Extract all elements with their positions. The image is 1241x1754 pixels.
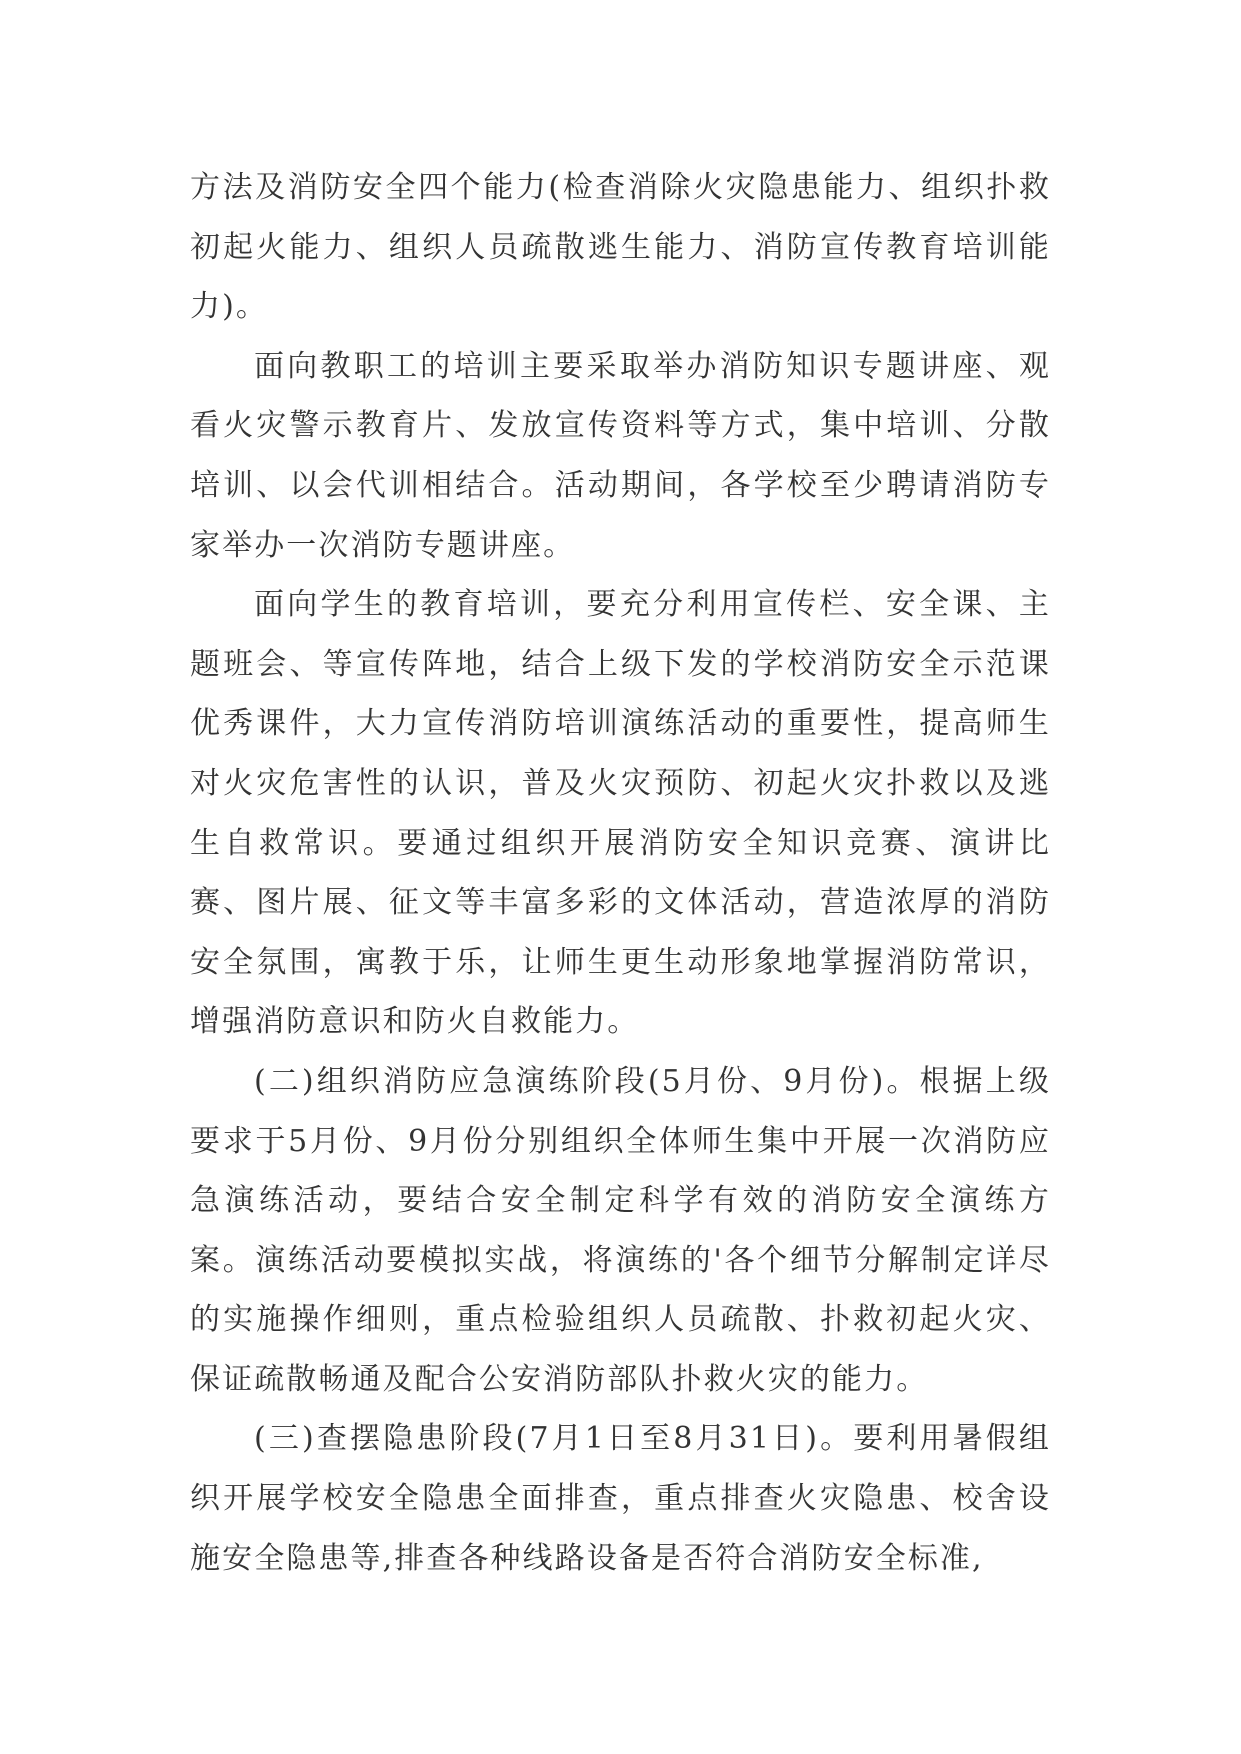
paragraph-continuation: 方法及消防安全四个能力(检查消除火灾隐患能力、组织扑救初起火能力、组织人员疏散逃生能力、消防宣传教育培训能力)。 xyxy=(190,170,1051,325)
document-body xyxy=(190,158,1051,1588)
paragraph-emergency-drill: (二)组织消防应急演练阶段(5月份、9月份)。根据上级要求于5月份、9月份分别组织全体师生集中开展一次消防应急演练活动，要结合安全制定科学有效的消防安全演练方案。演练活动要模拟实战，将演练的'各个细节分解制定详尽的实施操作细则，重点检验组织人员疏散、扑救初起火灾、保证疏散畅通及配合公安消防部队扑救火灾的能力。 xyxy=(190,1063,1051,1397)
paragraph-staff-training: 面向教职工的培训主要采取举办消防知识专题讲座、观看火灾警示教育片、发放宣传资料等方式，集中培训、分散培训、以会代训相结合。活动期间，各学校至少聘请消防专家举办一次消防专题讲座。 xyxy=(190,348,1051,563)
paragraph-hazard-check: (三)查摆隐患阶段(7月1日至8月31日)。要利用暑假组织开展学校安全隐患全面排查，重点排查火灾隐患、校舍设施安全隐患等,排查各种线路设备是否符合消防安全标准, xyxy=(190,1421,1051,1576)
paragraph-student-training: 面向学生的教育培训，要充分利用宣传栏、安全课、主题班会、等宣传阵地，结合上级下发的学校消防安全示范课优秀课件，大力宣传消防培训演练活动的重要性，提高师生对火灾危害性的认识，普及火灾预防、初起火灾扑救以及逃生自救常识。要通过组织开展消防安全知识竞赛、演讲比赛、图片展、征文等丰富多彩的文体活动，营造浓厚的消防安全氛围，寓教于乐，让师生更生动形象地掌握消防常识，增强消防意识和防火自救能力。 xyxy=(190,587,1051,1040)
